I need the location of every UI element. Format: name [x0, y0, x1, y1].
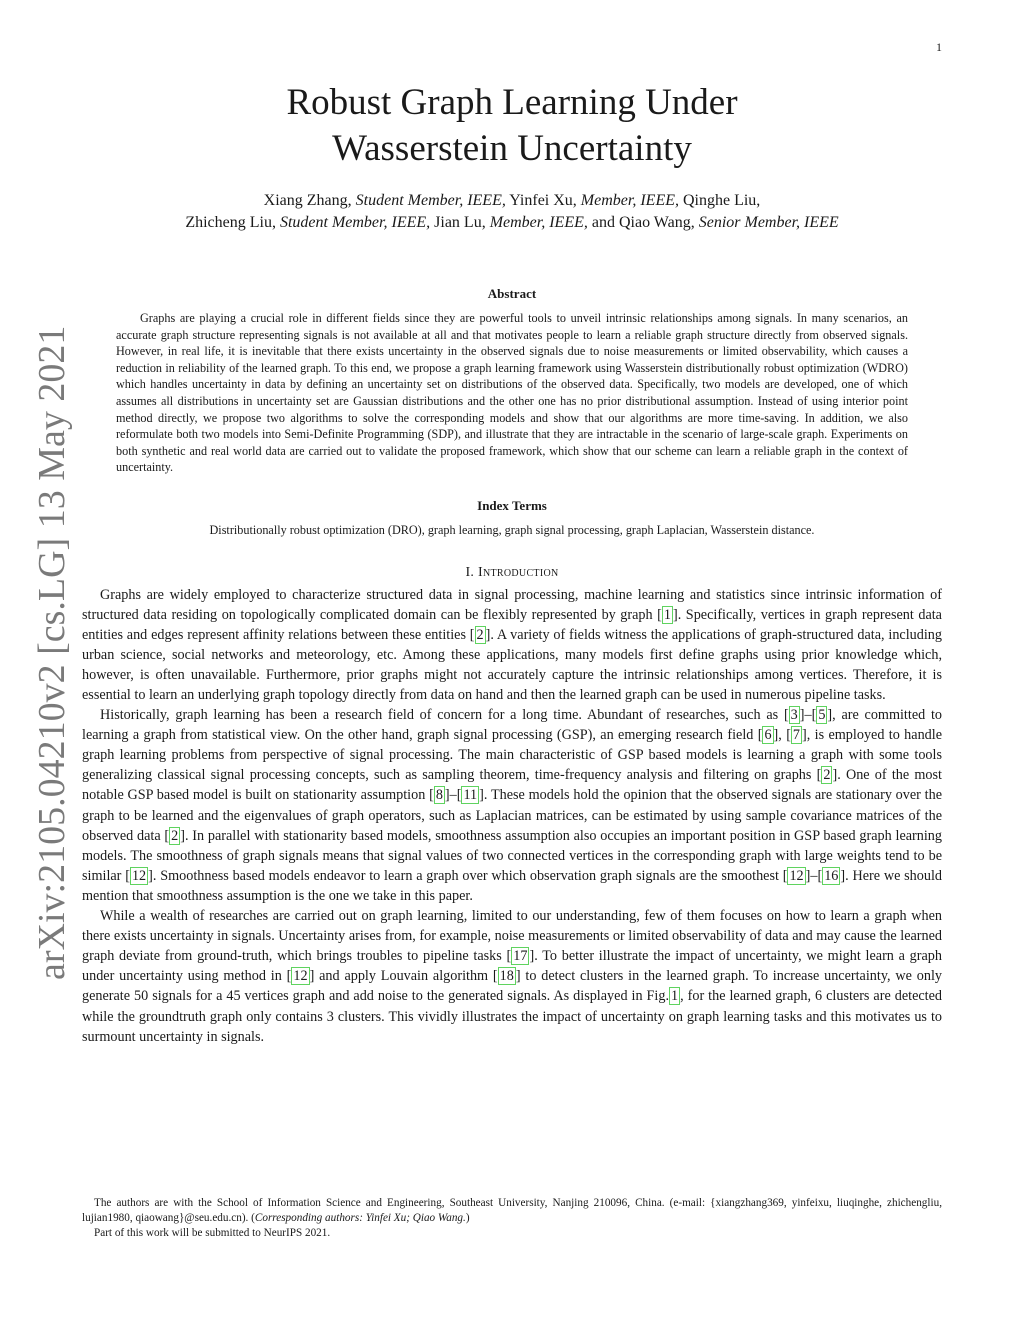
citation-link[interactable]: 5: [818, 707, 826, 724]
citation-link[interactable]: 7: [792, 727, 801, 744]
paragraph-text: and apply Louvain algorithm: [314, 968, 493, 985]
author-name: Yinfei Xu,: [505, 192, 581, 209]
citation-link[interactable]: 1: [663, 606, 671, 623]
paragraph-text: . To better illustrate the impact of uncertainty, we might learn a graph under uncertainty using method in: [82, 948, 942, 985]
citation-link[interactable]: 8: [435, 787, 443, 804]
author-affiliation-role: Member, IEEE,: [580, 192, 679, 209]
author-affiliation-role: Student Member, IEEE,: [279, 214, 431, 231]
citation-link[interactable]: 11: [463, 787, 478, 804]
author-name: Zhicheng Liu,: [185, 214, 280, 231]
paragraph-text: –: [449, 787, 457, 804]
author-affiliation-role: Senior Member, IEEE: [698, 214, 839, 231]
paragraph-text: –: [810, 867, 818, 884]
citation-link[interactable]: 12: [789, 867, 804, 884]
corresponding-authors: Corresponding authors: Yinfei Xu; Qiao Wang.: [254, 1212, 466, 1224]
title-line-2: Wasserstein Uncertainty: [332, 128, 692, 169]
author-name: Qinghe Liu,: [678, 192, 761, 209]
citation-link[interactable]: 2: [823, 767, 831, 784]
footnote-text: ): [465, 1212, 470, 1224]
author-affiliation-role: Student Member, IEEE,: [355, 192, 506, 209]
citation-link[interactable]: 2: [476, 626, 484, 643]
footnote-text: The authors are with the School of Information Science and Engineering, Southeast University, Nanjing 210096, China. (e-mail: {xiangzhang369, yinfeixu, liuqinghe, zhichengliu, lujian1980, qiaowang}@seu.edu.cn). (: [82, 1197, 942, 1224]
footnote: [82, 1196, 942, 1241]
intro-paragraph-2: Historically, graph learning has been a research field of concern for a long time. Abundant of researches, such as [ 3 ]–[ 5 ], are committed to learning a graph from statistical view. On the other hand, graph signal processing (GSP), an emerging research field [ 6 ], [ 7 ], is employed to handle graph learning problems from perspective of signal processing. The main characteristic of GSP based models is learning a graph with some tools generalizing classical signal processing concepts, such as sampling theorem, time-frequency analysis and filtering on graphs [ 2 ]. One of the most notable GSP based model is built on stationarity assumption [ 8 ]–[ 11 ]. These models hold the opinion that the observed signals are stationary over the graph to be learned and the eigenvalues of graph operators, such as Laplacian matrices, can be estimated by using sample covariance matrices of the observed data [ 2 ]. In parallel with stationarity based models, smoothness assumption also occupies an important position in GSP based graph learning models. The smoothness of graph signals means that signal values of two connected vertices in the corresponding graph with large weights tend to be similar [ 12 ]. Smoothness based models endeavor to learn a graph over which observation graph signals are the smoothest [ 12 ]–[ 16 ]. Here we should mention that smoothness assumption is the one we take in this paper.: [82, 707, 942, 904]
paragraph-text: , for the learned graph, 6 clusters are detected while the groundtruth graph only contains 3 clusters. This vividly illustrates the impact of uncertainty on graph learning tasks and this motivates us to surmount uncertainty in signals.: [82, 988, 942, 1045]
title-line-1: Robust Graph Learning Under: [286, 82, 738, 123]
paragraph-text: . In parallel with stationarity based models, smoothness assumption also occupies an important position in GSP based graph learning models. The smoothness of graph signals means that signal values of two connected vertices in the corresponding graph with large weights tend to be similar: [82, 827, 942, 884]
citation-link[interactable]: 12: [293, 968, 308, 985]
paper-title: [82, 80, 942, 172]
paragraph-text: . These models hold the opinion that the observed signals are stationary over the graph to be learned and the eigenvalues of graph operators, such as Laplacian matrices, can be estimated by using sample covariance matrices of the observed data: [82, 787, 942, 844]
paragraph-text: . Specifically, vertices in graph represent data entities and edges represent affinity relations between these entities: [82, 606, 942, 643]
section-numeral: I.: [465, 564, 479, 580]
index-terms-text: Distributionally robust optimization (DRO), graph learning, graph signal processing, graph Laplacian, Wasserstein distance.: [209, 522, 815, 537]
citation-link[interactable]: 18: [499, 968, 514, 985]
author-name: Jian Lu,: [430, 214, 490, 231]
paragraph-text: –: [804, 707, 812, 724]
paragraph-text: to detect clusters in the learned graph. To increase uncertainty, we only generate 50 signals for a 45 vertices graph and add noise to the generated signals. As displayed in Fig.: [82, 968, 942, 1005]
arxiv-identifier-stamp: arXiv:2105.04210v2 [cs.LG] 13 May 2021: [31, 325, 73, 980]
abstract-text: Graphs are playing a crucial role in different fields since they are powerful tools to unveil intrinsic relationships among signals. In many scenarios, an accurate graph structure representing signals is not available at all and that motivates people to learn a reliable graph structure directly from observed signals. However, in real life, it is inevitable that there exists uncertainty in the observed signals due to noise measurements or limited observability, which causes a reduction in reliability of the learned graph. To this end, we propose a graph learning framework using Wasserstein distributionally robust optimization (WDRO) which handles uncertainty in data by defining an uncertainty set on distributions of the observed data. Specifically, two models are developed, one of which assumes all distributions in uncertainty set are Gaussian distributions and the other one has no prior distributional assumption. Instead of using interior point method directly, we propose two algorithms to solve the corresponding models and show that our algorithms are more time-saving. In addition, we also reformulate both two models into Semi-Definite Programming (SDP), and illustrate that they are intractable in the scenario of large-scale graph. Experiments on both synthetic and real world data are carried out to validate the proposed framework, which show that our scheme can learn a reliable graph in the context of uncertainty.: [116, 311, 908, 475]
citation-link[interactable]: 16: [824, 867, 839, 884]
section-title: Introduction: [478, 564, 559, 580]
paragraph-text: Historically, graph learning has been a research field of concern for a long time. Abundant of researches, such as: [100, 707, 784, 724]
paragraph-text: . One of the most notable GSP based model is built on stationarity assumption: [82, 767, 942, 804]
citation-link[interactable]: 12: [131, 867, 147, 884]
paragraph-text: ,: [778, 727, 787, 744]
citation-link[interactable]: 17: [513, 948, 528, 965]
citation-link[interactable]: 6: [764, 727, 772, 744]
paragraph-text: Graphs are widely employed to characterize structured data in signal processing, machine learning and statistics since intrinsic information of structured data residing on topologically complicated domain can be flexibly represented by graph: [82, 586, 942, 623]
author-name: Xiang Zhang,: [263, 192, 356, 209]
citation-link[interactable]: 3: [790, 707, 798, 724]
paragraph-text: , is employed to handle graph learning problems from perspective of signal processing. The main characteristic of GSP based models is learning a graph with some tools generalizing classical signal processing concepts, such as sampling theorem, time-frequency analysis and filtering on graphs: [82, 727, 942, 784]
author-name: and Qiao Wang,: [587, 214, 699, 231]
page-number: 1: [936, 40, 942, 54]
citation-link[interactable]: 2: [171, 827, 179, 844]
paragraph-text: , are committed to learning a graph from statistical view. On the other hand, graph signal processing (GSP), an emerging research field: [82, 707, 942, 744]
intro-paragraph-3: While a wealth of researches are carried out on graph learning, limited to our understanding, few of them focuses on how to learn a graph when there exists uncertainty in signals. Uncertainty arises from, for example, noise measurements or limited observability of data and may cause the learned graph deviate from ground-truth, which brings troubles to pipeline tasks [ 17 ]. To better illustrate the impact of uncertainty, we might learn a graph under uncertainty using method in [ 12 ] and apply Louvain algorithm [ 18 ] to detect clusters in the learned graph. To increase uncertainty, we only generate 50 signals for a 45 vertices graph and add noise to the generated signals. As displayed in Fig. 1 , for the learned graph, 6 clusters are detected while the groundtruth graph only contains 3 clusters. This vividly illustrates the impact of uncertainty on graph learning tasks and this motivates us to surmount uncertainty in signals.: [82, 908, 942, 1045]
section-heading-introduction: [82, 565, 942, 581]
paragraph-text: . Smoothness based models endeavor to learn a graph over which observation graph signals are the smoothest: [152, 867, 783, 884]
author-affiliation-role: Member, IEEE,: [489, 214, 588, 231]
paragraph-text: . A variety of fields witness the applications of graph-structured data, including urban science, social networks and meteorology, etc. Among these applications, many models first define graphs using prior knowledge which, however, is often unavailable. Furthermore, prior graphs might not accurately capture the intrinsic relationships among vertices. Therefore, it is essential to learn an underlying graph topology directly from data on hand and then the learned graph can be used in numerous pipeline tasks.: [82, 626, 942, 703]
intro-paragraph-1: Graphs are widely employed to characterize structured data in signal processing, machine learning and statistics since intrinsic information of structured data residing on topologically complicated domain can be flexibly represented by graph [ 1 ]. Specifically, vertices in graph represent data entities and edges represent affinity relations between these entities [ 2 ]. A variety of fields witness the applications of graph-structured data, including urban science, social networks and meteorology, etc. Among these applications, many models first define graphs using prior knowledge which, however, is often unavailable. Furthermore, prior graphs might not accurately capture the intrinsic relationships among vertices. Therefore, it is essential to learn an underlying graph topology directly from data on hand and then the learned graph can be used in numerous pipeline tasks.: [82, 586, 942, 703]
paper-content: [82, 80, 942, 1047]
paragraph-text: . Here we should mention that smoothness assumption is the one we take in this paper.: [82, 867, 942, 904]
index-terms-heading: Index Terms: [477, 497, 547, 513]
footnote-submission: Part of this work will be submitted to NeurIPS 2021.: [94, 1227, 331, 1239]
author-list: [82, 190, 942, 234]
footnote-affiliation: [82, 1196, 942, 1226]
abstract-heading: Abstract: [487, 286, 537, 301]
paragraph-text: While a wealth of researches are carried out on graph learning, limited to our understanding, few of them focuses on how to learn a graph when there exists uncertainty in signals. Uncertainty arises from, for example, noise measurements or limited observability of data and may cause the learned graph deviate from ground-truth, which brings troubles to pipeline tasks: [82, 908, 942, 965]
figure-link[interactable]: 1: [671, 988, 679, 1005]
